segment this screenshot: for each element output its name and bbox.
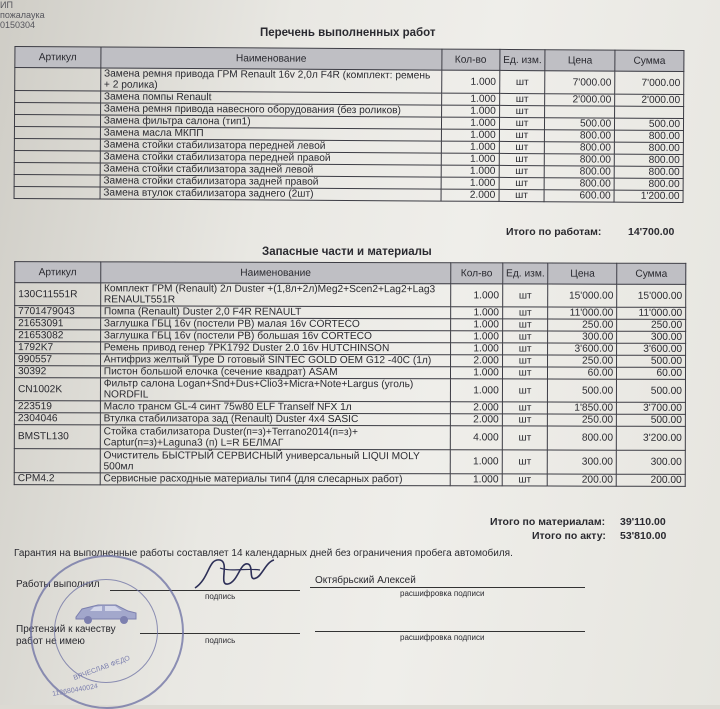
- works-cell-unit: шт: [499, 93, 545, 105]
- works-cell-name: Замена стойки стабилизатора передней левой: [100, 139, 441, 153]
- parts-cell-name: Стойка стабилизатора Duster(п=з)+Terrano2014(п=з)+ Captur(п=з)+Laguna3 (п) L=R БЕЛМАГ: [100, 425, 450, 450]
- parts-cell-qty: 1.000: [450, 367, 502, 379]
- parts-body: [14, 283, 686, 487]
- works-cell-unit: шт: [499, 105, 545, 117]
- parts-cell-sum: 500.00: [617, 379, 686, 402]
- parts-title: Запасные части и материалы: [262, 246, 432, 258]
- table-row: [14, 473, 685, 487]
- table-row: [15, 67, 684, 94]
- parts-header-3: Ед. изм.: [503, 263, 549, 284]
- parts-cell-name: Сервисные расходные материалы тип4 (для слесарных работ): [100, 473, 450, 486]
- works-cell-price: 500.00: [545, 118, 615, 130]
- parts-cell-qty: 1.000: [451, 307, 503, 319]
- parts-cell-price: 300.00: [548, 331, 617, 343]
- works-cell-name: Замена ремня привода навесного оборудования (без роликов): [100, 103, 441, 117]
- stamp-number: 113680440024: [51, 683, 99, 698]
- parts-cell-price: 3'600.00: [548, 343, 617, 355]
- parts-cell-art: CN1002K: [14, 378, 100, 401]
- works-cell-art: [14, 162, 100, 175]
- parts-cell-unit: шт: [502, 355, 548, 367]
- parts-cell-unit: шт: [502, 426, 548, 450]
- table-row: [15, 330, 686, 344]
- works-cell-name: Замена стойки стабилизатора задней правой: [100, 175, 441, 189]
- works-cell-unit: шт: [499, 129, 545, 141]
- works-cell-name: Замена ремня привода ГРМ Renault 16v 2,0л F4R (комплект: ремень + 2 ролика): [100, 68, 441, 93]
- parts-cell-art: 990557: [15, 354, 101, 366]
- parts-cell-sum: 300.00: [616, 450, 685, 474]
- works-cell-sum: 800.00: [614, 142, 683, 154]
- works-cell-unit: шт: [499, 189, 545, 201]
- parts-cell-art: 223519: [14, 401, 100, 413]
- done-label: Работы выполнил: [16, 579, 100, 590]
- claims-label: Претензий к качеству работ не имею: [16, 624, 116, 647]
- parts-cell-qty: 1.000: [451, 331, 503, 343]
- stamp-text: ВЯЧЕСЛАВ ФЕДО: [72, 655, 132, 682]
- parts-cell-art: 21653091: [15, 318, 101, 330]
- parts-header-row: [15, 262, 686, 285]
- works-cell-price: 600.00: [544, 190, 614, 202]
- works-cell-unit: шт: [499, 177, 545, 189]
- parts-header-5: Сумма: [617, 263, 686, 284]
- works-cell-sum: 800.00: [614, 178, 683, 190]
- parts-table: [14, 261, 687, 487]
- works-cell-art: [14, 186, 100, 199]
- grand-total-label: Итого по акту:: [532, 530, 606, 542]
- works-cell-price: [545, 106, 615, 118]
- parts-cell-name: Ремень привод генер 7PK1792 Duster 2.0 16v HUTCHINSON: [100, 342, 450, 355]
- parts-cell-unit: шт: [502, 367, 548, 379]
- works-cell-price: 800.00: [545, 130, 615, 142]
- parts-cell-qty: 2.000: [450, 355, 502, 367]
- parts-cell-price: 300.00: [548, 450, 617, 474]
- parts-cell-sum: 200.00: [616, 474, 685, 486]
- works-header-1: Наименование: [101, 47, 442, 70]
- works-cell-price: 7'000.00: [545, 71, 615, 94]
- table-row: [15, 342, 686, 356]
- parts-cell-name: Фильтр салона Logan+Snd+Dus+Clio3+Micra+Note+Largus (уголь) NORDFIL: [100, 378, 450, 402]
- parts-cell-price: 1'850.00: [548, 402, 617, 414]
- works-cell-qty: 1.000: [441, 141, 499, 153]
- parts-cell-sum: 15'000.00: [617, 284, 686, 307]
- works-cell-name: Замена масла МКПП: [100, 127, 441, 141]
- table-row: [15, 306, 686, 320]
- table-row: [14, 425, 685, 451]
- works-cell-qty: 1.000: [441, 117, 499, 129]
- sign-caption-2: подпись: [205, 636, 236, 645]
- decode-caption: расшифровка подписи: [400, 589, 485, 598]
- table-row: [15, 283, 686, 308]
- parts-cell-unit: шт: [502, 307, 548, 319]
- parts-cell-sum: 60.00: [617, 367, 686, 379]
- parts-header-1: Наименование: [100, 262, 450, 284]
- works-cell-art: [15, 102, 101, 115]
- works-header-3: Ед. изм.: [500, 49, 546, 70]
- parts-cell-art: 2304046: [14, 413, 100, 425]
- parts-cell-unit: шт: [502, 414, 548, 426]
- works-cell-price: 800.00: [545, 142, 615, 154]
- parts-cell-qty: 1.000: [450, 379, 502, 402]
- parts-cell-sum: 11'000.00: [617, 307, 686, 319]
- parts-cell-qty: 2.000: [450, 414, 502, 426]
- table-row: [15, 318, 686, 332]
- works-cell-qty: 1.000: [441, 177, 499, 189]
- parts-cell-name: Очиститель БЫСТРЫЙ СЕРВИСНЫЙ универсальный LIQUI MOLY 500мл: [100, 449, 450, 474]
- works-cell-name: Замена фильтра салона (тип1): [100, 115, 441, 129]
- works-cell-sum: 2'000.00: [615, 94, 684, 106]
- parts-cell-unit: шт: [502, 331, 548, 343]
- parts-cell-price: 200.00: [548, 474, 617, 486]
- works-cell-name: Замена втулок стабилизатора заднего (2шт): [100, 187, 441, 201]
- parts-cell-qty: 1.000: [450, 450, 502, 474]
- parts-cell-unit: шт: [502, 450, 548, 474]
- parts-cell-unit: шт: [502, 319, 548, 331]
- works-cell-qty: 1.000: [441, 153, 499, 165]
- parts-cell-sum: 500.00: [617, 355, 686, 367]
- parts-cell-qty: 1.000: [451, 319, 503, 331]
- works-cell-qty: 1.000: [441, 105, 499, 117]
- worker-name: Октябрьский Алексей: [315, 575, 416, 586]
- works-cell-unit: шт: [499, 153, 545, 165]
- works-cell-sum: 500.00: [615, 118, 684, 130]
- works-cell-art: [15, 67, 101, 91]
- works-cell-sum: [615, 106, 684, 118]
- corner-header: ИП пожалаука 0150304: [0, 0, 45, 30]
- works-cell-qty: 2.000: [441, 189, 499, 201]
- parts-cell-sum: 500.00: [617, 414, 686, 426]
- works-cell-art: [14, 138, 100, 151]
- works-cell-sum: 800.00: [615, 130, 684, 142]
- parts-cell-name: Пистон большой елочка (сечение квадрат) ASAM: [100, 366, 450, 379]
- parts-cell-name: Антифриз желтый Type D готовый SINTEC GOLD OEM G12 -40С (1л): [100, 354, 450, 367]
- parts-cell-art: 1792K7: [15, 342, 101, 354]
- parts-cell-qty: 2.000: [450, 402, 502, 414]
- decode-caption-2: расшифровка подписи: [400, 633, 485, 642]
- parts-cell-name: Комплект ГРМ (Renault) 2л Duster +(1,8л+2л)Meg2+Scen2+Lag2+Lag3 RENAULT551R: [100, 283, 450, 307]
- parts-cell-art: CPM4.2: [14, 473, 100, 485]
- works-cell-price: 800.00: [544, 166, 614, 178]
- works-cell-name: Замена стойки стабилизатора передней правой: [100, 151, 441, 165]
- car-icon: [72, 597, 140, 627]
- parts-header-2: Кол-во: [451, 263, 503, 284]
- works-header-2: Кол-во: [442, 49, 500, 70]
- parts-cell-sum: 3'700.00: [617, 402, 686, 414]
- works-cell-art: [14, 126, 100, 139]
- company-stamp: [30, 555, 184, 709]
- parts-cell-qty: 4.000: [450, 426, 502, 450]
- works-cell-sum: 1'200.00: [614, 190, 683, 202]
- parts-cell-art: 30392: [14, 366, 100, 378]
- parts-cell-art: [14, 449, 100, 473]
- works-cell-unit: шт: [499, 141, 545, 153]
- table-row: [14, 413, 685, 427]
- parts-cell-price: 250.00: [548, 319, 617, 331]
- parts-cell-unit: шт: [502, 474, 548, 486]
- table-row: [14, 401, 685, 415]
- parts-header-4: Цена: [548, 263, 617, 284]
- works-cell-art: [14, 114, 100, 127]
- parts-cell-unit: шт: [502, 284, 548, 307]
- parts-total-label: Итого по материалам:: [490, 516, 606, 528]
- works-cell-unit: шт: [499, 117, 545, 129]
- works-body: [14, 67, 684, 202]
- works-cell-qty: 1.000: [441, 93, 499, 105]
- parts-cell-unit: шт: [502, 402, 548, 414]
- parts-cell-sum: 3'200.00: [616, 426, 685, 450]
- works-cell-price: 800.00: [544, 178, 614, 190]
- parts-cell-price: 500.00: [548, 379, 617, 402]
- works-header-5: Сумма: [615, 50, 684, 71]
- parts-cell-price: 15'000.00: [548, 284, 617, 307]
- parts-cell-price: 60.00: [548, 367, 617, 379]
- signature: [190, 548, 280, 598]
- parts-cell-art: BMSTL130: [14, 425, 100, 449]
- parts-total-value: 39'110.00: [620, 516, 666, 528]
- parts-header-0: Артикул: [15, 262, 101, 283]
- decode-line-2: [315, 631, 585, 632]
- parts-cell-name: Заглушка ГБЦ 16v (постели РВ) большая 16v CORTECO: [100, 330, 450, 343]
- parts-cell-unit: шт: [502, 379, 548, 402]
- works-cell-price: 2'000.00: [545, 94, 615, 106]
- parts-cell-price: 800.00: [548, 426, 617, 450]
- works-header-4: Цена: [545, 50, 615, 71]
- works-cell-name: Замена помпы Renault: [100, 91, 441, 105]
- parts-cell-sum: 3'600.00: [617, 343, 686, 355]
- works-title: Перечень выполненных работ: [260, 27, 436, 39]
- parts-cell-sum: 300.00: [617, 331, 686, 343]
- parts-cell-sum: 250.00: [617, 319, 686, 331]
- works-cell-sum: 800.00: [614, 166, 683, 178]
- table-row: [14, 366, 685, 380]
- parts-cell-art: 7701479043: [15, 306, 101, 318]
- works-cell-price: 800.00: [545, 154, 615, 166]
- parts-cell-name: Помпа (Renault) Duster 2,0 F4R RENAULT: [100, 306, 450, 319]
- works-cell-unit: шт: [499, 165, 545, 177]
- works-header-0: Артикул: [15, 46, 101, 68]
- works-table: [14, 46, 685, 203]
- works-cell-art: [14, 174, 100, 187]
- guarantee-text: Гарантия на выполненные работы составляет 14 календарных дней без ограничения пробега автомобиля.: [14, 548, 513, 559]
- parts-cell-unit: шт: [502, 343, 548, 355]
- parts-cell-price: 250.00: [548, 355, 617, 367]
- works-cell-qty: 1.000: [441, 165, 499, 177]
- parts-cell-art: 21653082: [15, 330, 101, 342]
- table-row: [15, 354, 686, 368]
- works-cell-name: Замена стойки стабилизатора задней левой: [100, 163, 441, 177]
- works-cell-qty: 1.000: [441, 129, 499, 141]
- table-row: [14, 378, 685, 403]
- parts-cell-qty: 1.000: [451, 284, 503, 307]
- parts-cell-name: Масло трансм GL-4 синт 75w80 ELF Tranself NFX 1л: [100, 401, 450, 414]
- works-cell-art: [15, 90, 101, 103]
- works-cell-sum: 7'000.00: [615, 71, 684, 94]
- parts-cell-price: 250.00: [548, 414, 617, 426]
- parts-cell-qty: 1.000: [450, 474, 502, 486]
- works-cell-art: [14, 150, 100, 163]
- works-cell-sum: 800.00: [614, 154, 683, 166]
- parts-cell-name: Заглушка ГБЦ 16v (постели РВ) малая 16v CORTECO: [100, 318, 450, 331]
- parts-cell-art: 130C11551R: [15, 283, 101, 306]
- works-cell-qty: 1.000: [442, 70, 500, 93]
- parts-cell-qty: 1.000: [451, 343, 503, 355]
- works-total-value: 14'700.00: [628, 226, 675, 238]
- parts-cell-price: 11'000.00: [548, 307, 617, 319]
- grand-total-value: 53'810.00: [620, 530, 667, 542]
- works-total-label: Итого по работам:: [506, 226, 602, 238]
- works-cell-unit: шт: [499, 70, 545, 93]
- decode-line: [310, 587, 585, 588]
- table-row: [14, 449, 685, 475]
- sign-caption: подпись: [205, 592, 236, 601]
- parts-cell-name: Втулка стабилизатора зад (Renault) Duster 4x4 SASIC: [100, 413, 450, 426]
